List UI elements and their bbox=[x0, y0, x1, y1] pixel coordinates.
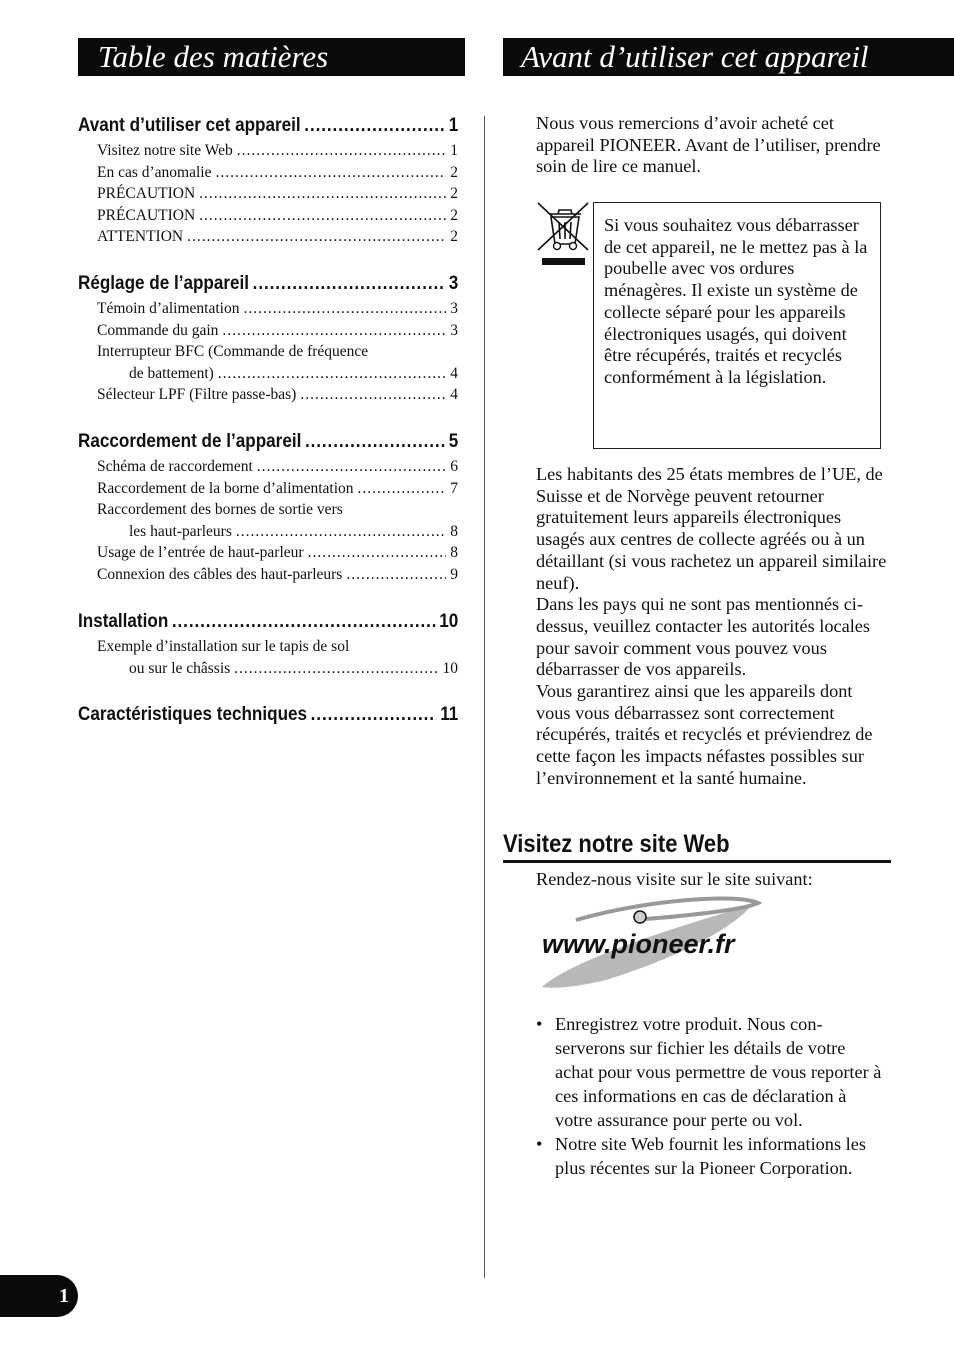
toc-page-number: 2 bbox=[450, 185, 458, 202]
toc-page-number: 2 bbox=[450, 206, 458, 224]
toc-page-number: 7 bbox=[450, 479, 458, 497]
toc-page-number: 8 bbox=[450, 544, 458, 561]
eu-paragraph-2: Dans les pays qui ne sont pas mentionnés ci-dessus, veuillez contacter les autorités locales pour savoir comment vous pouvez vous débarrasser de vos appareils. bbox=[536, 594, 871, 680]
toc-entry[interactable] bbox=[97, 564, 458, 586]
logo-url-text: www.pioneer.fr bbox=[542, 929, 735, 959]
column-divider bbox=[484, 116, 485, 1278]
toc-entry-label-continued: ou sur le châssis bbox=[129, 659, 231, 677]
bullet-glyph: • bbox=[536, 1014, 543, 1034]
toc-entry[interactable] bbox=[97, 320, 458, 342]
toc-page-number: 3 bbox=[448, 273, 459, 294]
toc-page-number: 11 bbox=[440, 704, 459, 725]
toc-entry-label: En cas d’anomalie bbox=[97, 163, 212, 181]
toc-entry[interactable] bbox=[97, 205, 458, 227]
toc-entry-label: Sélecteur LPF (Filtre passe-bas) bbox=[97, 386, 297, 403]
toc-page-number: 6 bbox=[450, 458, 458, 475]
toc-page-number: 2 bbox=[450, 163, 458, 181]
toc-entry-label: Visitez notre site Web bbox=[97, 142, 233, 159]
toc-section-heading[interactable] bbox=[78, 428, 458, 456]
section-title-banner bbox=[503, 38, 954, 76]
toc-entry-label: Raccordement des bornes de sortie vers bbox=[97, 501, 343, 518]
toc-entry[interactable] bbox=[97, 140, 458, 162]
toc-entry-label: Exemple d’installation sur le tapis de sol bbox=[97, 638, 350, 655]
toc-section-heading[interactable] bbox=[78, 701, 458, 729]
toc-page-number: 2 bbox=[450, 228, 458, 245]
toc-page-number: 1 bbox=[448, 115, 459, 136]
web-intro-text: Rendez-nous visite sur le site suivant: bbox=[536, 869, 813, 889]
toc-entry-label: Usage de l’entrée de haut-parleur bbox=[97, 544, 304, 561]
web-section-heading bbox=[503, 828, 891, 863]
toc-entry-label: Interrupteur BFC (Commande de fréquence bbox=[97, 343, 369, 360]
toc-section-5 bbox=[78, 701, 458, 729]
toc-entry-label: PRÉCAUTION bbox=[97, 206, 196, 224]
toc-entry[interactable] bbox=[97, 478, 458, 500]
toc-page-number: 4 bbox=[450, 364, 458, 382]
toc-entry-label-continued: de battement) bbox=[129, 364, 214, 382]
toc-section-label: Caractéristiques techniques bbox=[78, 704, 308, 725]
toc-entry-label: Schéma de raccordement bbox=[97, 458, 253, 475]
disposal-notice-text: Si vous souhaitez vous débarrasser de cet appareil, ne le mettez pas à la poubelle avec vos ordures ménagères. Il existe un système de collecte séparé pour les appareils électroniques usagés, qui doivent être récupérés, traités et recyclés conformément à la législation. bbox=[604, 215, 868, 387]
toc-entry[interactable] bbox=[97, 183, 458, 205]
crossed-out-wheelie-bin-icon bbox=[535, 200, 591, 268]
toc-section-1 bbox=[78, 112, 458, 248]
toc-section-label: Réglage de l’appareil bbox=[78, 273, 250, 294]
toc-entry[interactable] bbox=[97, 162, 458, 184]
toc-section-heading[interactable] bbox=[78, 608, 458, 636]
toc-page-number: 3 bbox=[450, 300, 458, 317]
eu-paragraph-3: Vous garantirez ainsi que les appareils dont vous vous débarrassez sont correctement récupérés, traités et recyclés et préviendrez de cette façon les impacts néfastes possibles sur l’environnement et la santé humaine. bbox=[536, 681, 873, 788]
section-title: Avant d’utiliser cet appareil bbox=[521, 39, 869, 74]
toc-section-4 bbox=[78, 608, 458, 679]
toc-entry-label: Raccordement de la borne d’alimentation bbox=[97, 479, 354, 497]
list-item-text: Enregistrez votre produit. Nous con-serverons sur fichier les détails de votre achat pour vous permettre de vous reporter à ces informations en cas de déclaration à votre assurance pour perte ou vol. bbox=[555, 1014, 882, 1130]
toc-entry-label: Témoin d’alimentation bbox=[97, 300, 240, 317]
intro-paragraph: Nous vous remercions d’avoir acheté cet appareil PIONEER. Avant de l’utiliser, prendre soin de lire ce manuel. bbox=[536, 113, 881, 177]
toc-section-heading[interactable] bbox=[78, 270, 458, 298]
eu-paragraph-1: Les habitants des 25 états membres de l’UE, de Suisse et de Norvège peuvent retourner gratuitement leurs appareils électroniques usagés aux centres de collecte agréés ou à un détaillant (si vous rachetez un appareil similaire neuf). bbox=[536, 464, 887, 593]
toc-section-2 bbox=[78, 270, 458, 406]
toc-entry[interactable] bbox=[97, 456, 458, 478]
toc-section-3 bbox=[78, 428, 458, 585]
toc-page-number: 9 bbox=[450, 565, 458, 583]
toc-entry[interactable] bbox=[97, 226, 458, 248]
toc-title-banner bbox=[78, 38, 465, 76]
toc-entry[interactable] bbox=[78, 636, 458, 679]
toc-page-number: 8 bbox=[450, 522, 458, 540]
disposal-notice-box bbox=[593, 202, 881, 449]
bullet-glyph: • bbox=[536, 1134, 543, 1154]
toc-entry[interactable] bbox=[78, 499, 458, 542]
toc-page-number: 1 bbox=[450, 142, 458, 159]
toc-entry[interactable] bbox=[97, 542, 458, 564]
list-item bbox=[536, 1012, 888, 1132]
web-section-heading-label: Visitez notre site Web bbox=[503, 830, 730, 858]
toc-section-label: Avant d’utiliser cet appareil bbox=[78, 115, 301, 136]
toc-entry-label: Connexion des câbles des haut-parleurs bbox=[97, 565, 343, 583]
toc-section-heading[interactable] bbox=[78, 112, 458, 140]
toc-page-number: 10 bbox=[442, 659, 458, 677]
list-item-text: Notre site Web fournit les informations les plus récentes sur la Pioneer Corporation. bbox=[555, 1134, 866, 1178]
toc-entry-label: Commande du gain bbox=[97, 321, 219, 339]
pioneer-website-logo[interactable] bbox=[536, 895, 762, 990]
toc-entry[interactable] bbox=[97, 384, 458, 406]
toc-title: Table des matières bbox=[98, 39, 329, 74]
toc-page-number: 10 bbox=[439, 611, 459, 632]
page-number: 1 bbox=[59, 1285, 69, 1307]
toc-page-number: 3 bbox=[450, 321, 458, 339]
page-number-tab bbox=[0, 1275, 78, 1317]
toc-entry-label-continued: les haut-parleurs bbox=[129, 522, 232, 540]
toc-entry[interactable] bbox=[78, 341, 458, 384]
toc-entry[interactable] bbox=[97, 298, 458, 320]
eu-disposal-text bbox=[536, 464, 888, 790]
list-item bbox=[536, 1132, 888, 1180]
toc-page-number: 5 bbox=[448, 431, 459, 452]
toc-entry-label: PRÉCAUTION bbox=[97, 185, 196, 202]
toc-section-label: Raccordement de l’appareil bbox=[78, 431, 302, 452]
web-benefits-list bbox=[536, 1012, 888, 1180]
toc-entry-label: ATTENTION bbox=[97, 228, 184, 245]
toc-page-number: 4 bbox=[450, 386, 458, 403]
toc-section-label: Installation bbox=[78, 611, 169, 632]
